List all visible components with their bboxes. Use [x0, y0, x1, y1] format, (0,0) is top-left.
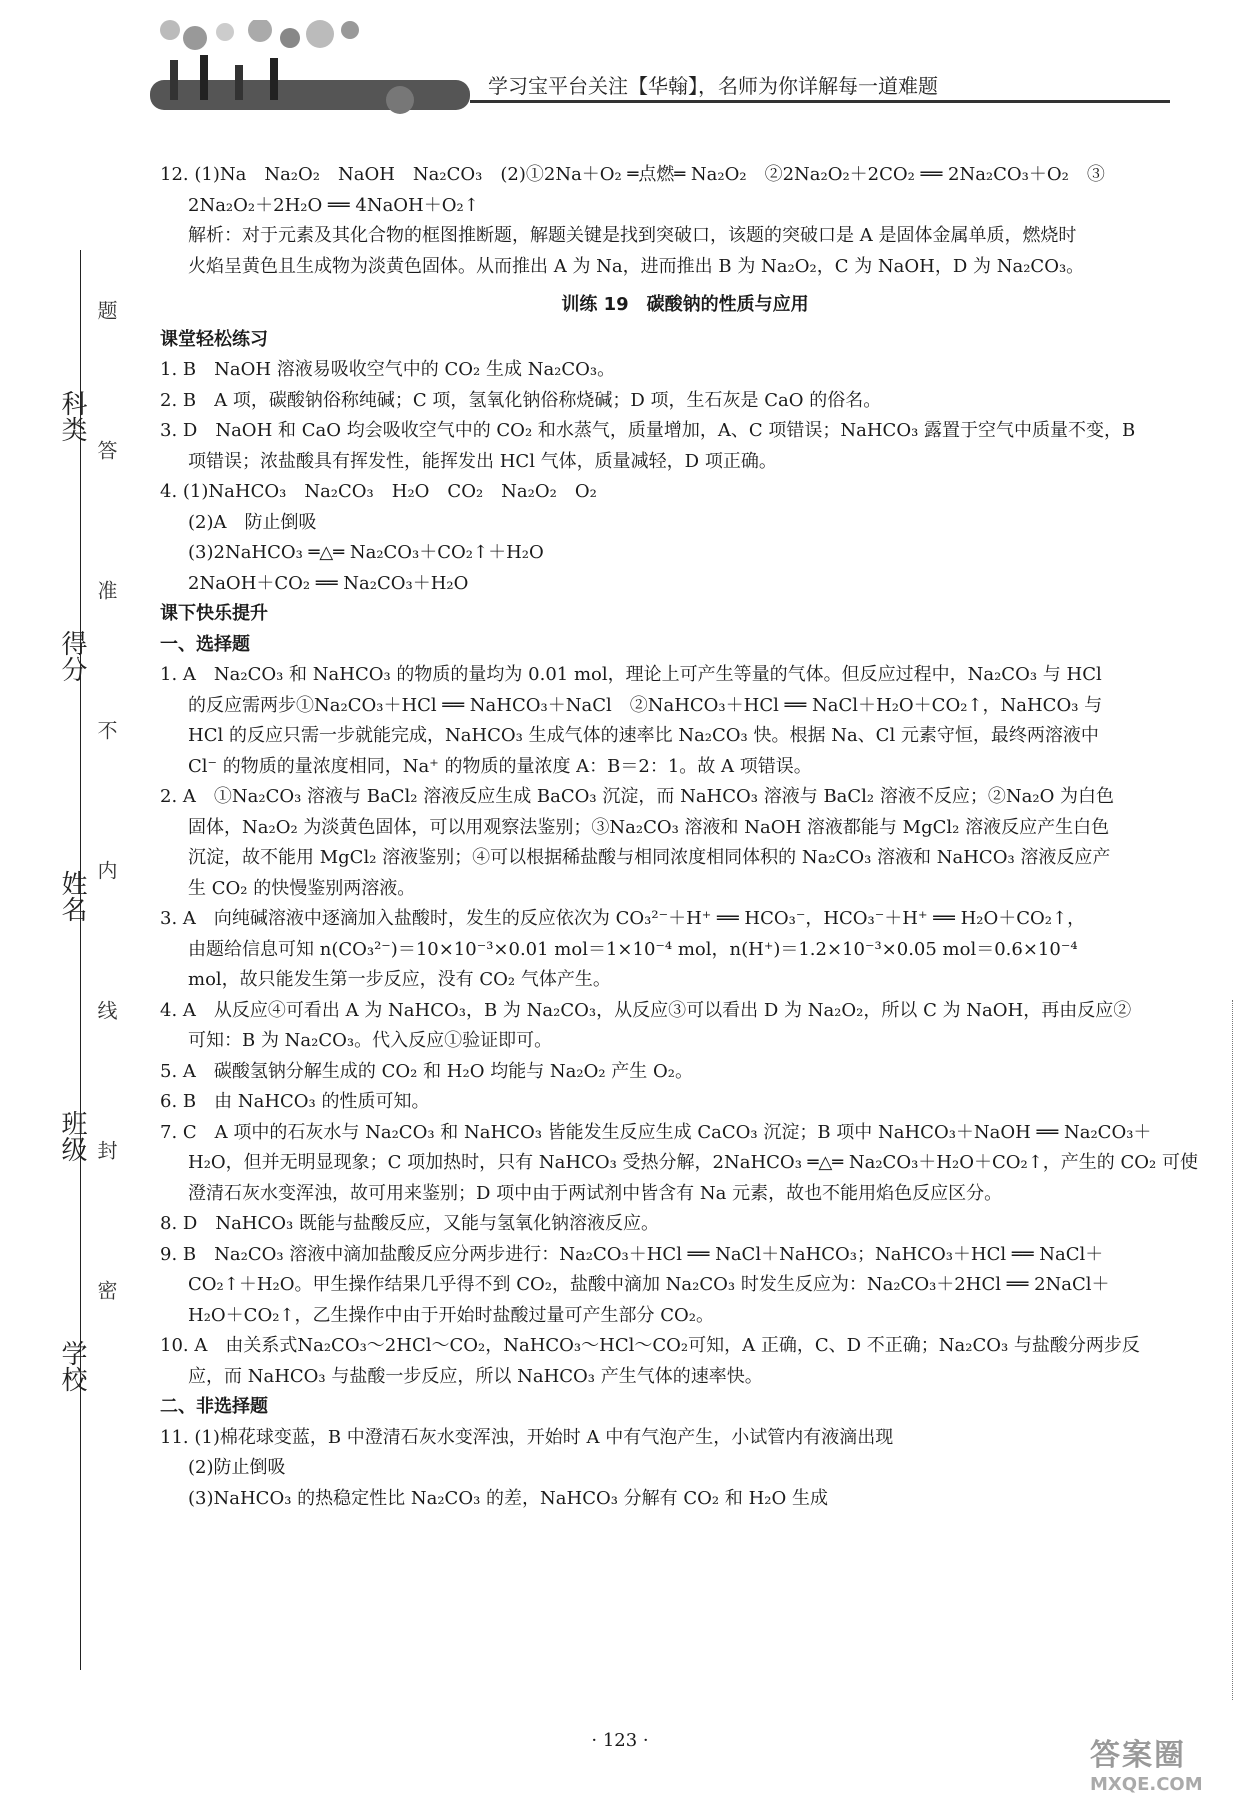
label-score: 得分	[57, 630, 87, 682]
label-subject: 科类	[57, 390, 87, 442]
text-line: 8. D NaHCO₃ 既能与盐酸反应，又能与氢氧化钠溶液反应。	[160, 1213, 659, 1234]
text-line: HCl 的反应只需一步就能完成，NaHCO₃ 生成气体的速率比 Na₂CO₃ 快。根据 Na、Cl 元素守恒，最终两溶液中	[188, 725, 1099, 746]
subsection-heading: 一、选择题	[160, 633, 250, 655]
text-line: 1. A Na₂CO₃ 和 NaHCO₃ 的物质的量均为 0.01 mol，理论上可产生等量的气体。但反应过程中，Na₂CO₃ 与 HCl	[160, 664, 1102, 685]
text-line: 2Na₂O₂＋2H₂O ══ 4NaOH＋O₂↑	[188, 194, 479, 216]
subsection-heading: 课下快乐提升	[160, 603, 268, 624]
text-line: (3)2NaHCO₃ ═△═ Na₂CO₃＋CO₂↑＋H₂O	[188, 542, 544, 563]
text-line: 7. C A 项中的石灰水与 Na₂CO₃ 和 NaHCO₃ 皆能发生反应生成 CaCO₃ 沉淀；B 项中 NaHCO₃＋NaOH ══ Na₂CO₃＋	[160, 1121, 1152, 1143]
text-line: 沉淀，故不能用 MgCl₂ 溶液鉴别；④可以根据稀盐酸与相同浓度相同体积的 Na₂CO₃ 溶液和 NaHCO₃ 溶液反应产	[188, 847, 1111, 868]
watermark-logo: 答案圈	[1090, 1738, 1186, 1773]
text-line: 12. (1)Na Na₂O₂ NaOH Na₂CO₃ (2)①2Na＋O₂ ═点燃═ Na₂O₂ ②2Na₂O₂＋2CO₂ ══ 2Na₂CO₃＋O₂ ③	[160, 164, 1105, 185]
text-line: 由题给信息可知 n(CO₃²⁻)＝10×10⁻³×0.01 mol＝1×10⁻⁴ mol，n(H⁺)＝1.2×10⁻³×0.05 mol＝0.6×10⁻⁴	[188, 938, 1078, 960]
seal-char: 封	[94, 1140, 118, 1160]
text-line: 火焰呈黄色且生成物为淡黄色固体。从而推出 A 为 Na，进而推出 B 为 Na₂O₂，C 为 NaOH，D 为 Na₂CO₃。	[188, 255, 1085, 277]
right-dotted-line	[1232, 1000, 1233, 1700]
text-line: H₂O＋CO₂↑，乙生操作中由于开始时盐酸过量可产生部分 CO₂。	[188, 1304, 714, 1326]
label-class: 班级	[57, 1110, 87, 1162]
answer-content	[160, 160, 1210, 1514]
section-title: 训练 19 碳酸钠的性质与应用	[561, 294, 809, 315]
watermark	[1090, 1730, 1225, 1795]
text-line: 项错误；浓盐酸具有挥发性，能挥发出 HCl 气体，质量减轻，D 项正确。	[188, 450, 777, 472]
header-banner-graphic	[150, 20, 470, 120]
text-line: 澄清石灰水变浑浊，故可用来鉴别；D 项中由于两试剂中皆含有 Na 元素，故也不能用焰色反应区分。	[188, 1182, 1003, 1204]
subsection-heading: 二、非选择题	[160, 1396, 268, 1417]
text-line: 固体，Na₂O₂ 为淡黄色固体，可以用观察法鉴别；③Na₂CO₃ 溶液和 NaOH 溶液都能与 MgCl₂ 溶液反应产生白色	[188, 816, 1110, 838]
text-line: (2)防止倒吸	[188, 1457, 286, 1478]
text-line: Cl⁻ 的物质的量浓度相同，Na⁺ 的物质的量浓度 A：B＝2：1。故 A 项错误。	[188, 755, 812, 777]
margin-line	[80, 250, 81, 1670]
seal-char: 线	[94, 1000, 118, 1020]
text-line: CO₂↑＋H₂O。甲生操作结果几乎得不到 CO₂，盐酸中滴加 Na₂CO₃ 时发生反应为：Na₂CO₃＋2HCl ══ 2NaCl＋	[188, 1274, 1110, 1295]
seal-char: 不	[94, 720, 118, 740]
text-line: 可知：B 为 Na₂CO₃。代入反应①验证即可。	[188, 1030, 553, 1051]
text-line: 解析：对于元素及其化合物的框图推断题，解题关键是找到突破口，该题的突破口是 A 是固体金属单质，燃烧时	[188, 225, 1077, 246]
subsection-heading: 课堂轻松练习	[160, 328, 268, 350]
text-line: 11. (1)棉花球变蓝，B 中澄清石灰水变浑浊，开始时 A 中有气泡产生，小试管内有液滴出现	[160, 1426, 894, 1448]
text-line: (3)NaHCO₃ 的热稳定性比 Na₂CO₃ 的差，NaHCO₃ 分解有 CO₂ 和 H₂O 生成	[188, 1487, 828, 1509]
watermark-url: MXQE.COM	[1090, 1774, 1203, 1795]
text-line: 4. (1)NaHCO₃ Na₂CO₃ H₂O CO₂ Na₂O₂ O₂	[160, 481, 597, 502]
seal-char: 内	[94, 860, 118, 880]
text-line: 6. B 由 NaHCO₃ 的性质可知。	[160, 1091, 430, 1112]
label-school: 学校	[57, 1340, 87, 1392]
text-line: H₂O，但并无明显现象；C 项加热时，只有 NaHCO₃ 受热分解，2NaHCO₃ ═△═ Na₂CO₃＋H₂O＋CO₂↑，产生的 CO₂ 可使	[188, 1152, 1198, 1173]
text-line: 1. B NaOH 溶液易吸收空气中的 CO₂ 生成 Na₂CO₃。	[160, 359, 616, 380]
text-line: 5. A 碳酸氢钠分解生成的 CO₂ 和 H₂O 均能与 Na₂O₂ 产生 O₂。	[160, 1060, 694, 1082]
seal-char: 准	[94, 580, 118, 600]
header-slogan: 学习宝平台关注【华翰】，名师为你详解每一道难题	[488, 74, 938, 98]
text-line: 4. A 从反应④可看出 A 为 NaHCO₃，B 为 Na₂CO₃，从反应③可以看出 D 为 Na₂O₂，所以 C 为 NaOH，再由反应②	[160, 999, 1132, 1021]
seal-char: 题	[94, 300, 118, 320]
text-line: 生 CO₂ 的快慢鉴别两溶液。	[188, 877, 416, 899]
seal-char: 密	[94, 1280, 118, 1300]
text-line: 的反应需两步①Na₂CO₃＋HCl ══ NaHCO₃＋NaCl ②NaHCO₃＋HCl ══ NaCl＋H₂O＋CO₂↑，NaHCO₃ 与	[188, 694, 1103, 716]
text-line: (2)A 防止倒吸	[188, 511, 317, 533]
text-line: 3. D NaOH 和 CaO 均会吸收空气中的 CO₂ 和水蒸气，质量增加，A、C 项错误；NaHCO₃ 露置于空气中质量不变，B	[160, 420, 1136, 441]
text-line: 2. B A 项，碳酸钠俗称纯碱；C 项，氢氧化钠俗称烧碱；D 项，生石灰是 CaO 的俗名。	[160, 389, 882, 411]
text-line: 应，而 NaHCO₃ 与盐酸一步反应，所以 NaHCO₃ 产生气体的速率快。	[188, 1365, 763, 1387]
text-line: 2. A ①Na₂CO₃ 溶液与 BaCl₂ 溶液反应生成 BaCO₃ 沉淀，而 NaHCO₃ 溶液与 BaCl₂ 溶液不反应；②Na₂O 为白色	[160, 786, 1115, 807]
seal-char: 答	[94, 440, 118, 460]
label-name: 姓名	[57, 870, 87, 922]
text-line: 10. A 由关系式Na₂CO₃～2HCl～CO₂，NaHCO₃～HCl～CO₂可知，A 正确，C、D 不正确；Na₂CO₃ 与盐酸分两步反	[160, 1335, 1140, 1356]
text-line: 3. A 向纯碱溶液中逐滴加入盐酸时，发生的反应依次为 CO₃²⁻＋H⁺ ══ HCO₃⁻，HCO₃⁻＋H⁺ ══ H₂O＋CO₂↑，	[160, 908, 1086, 929]
text-line: mol，故只能发生第一步反应，没有 CO₂ 气体产生。	[188, 969, 611, 990]
header-rule	[470, 100, 1170, 103]
text-line: 2NaOH＋CO₂ ══ Na₂CO₃＋H₂O	[188, 572, 469, 594]
text-line: 9. B Na₂CO₃ 溶液中滴加盐酸反应分两步进行：Na₂CO₃＋HCl ══ NaCl＋NaHCO₃；NaHCO₃＋HCl ══ NaCl＋	[160, 1243, 1104, 1265]
page-number: · 123 ·	[591, 1730, 649, 1751]
binding-margin	[0, 250, 140, 1670]
